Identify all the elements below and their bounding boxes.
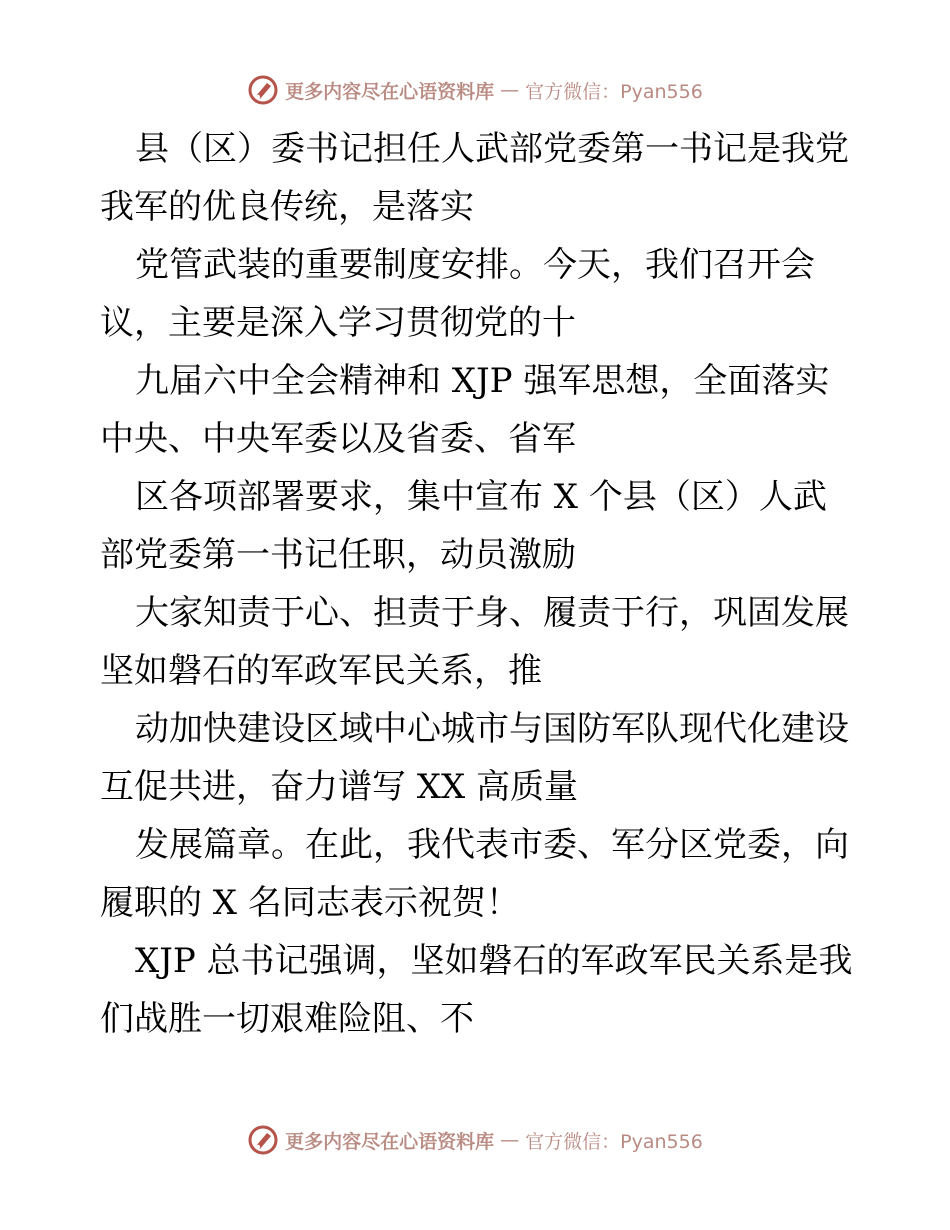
header-banner-text: 更多内容尽在心语资料库	[285, 80, 495, 103]
header-banner-wechat: 官方微信：Pyan556	[525, 80, 703, 103]
paragraph-1: 县（区）委书记担任人武部党委第一书记是我党我军的优良传统，是落实	[100, 129, 849, 227]
footer-banner	[0, 1120, 950, 1160]
paragraph-8: XJP 总书记强调，坚如磐石的军政军民关系是我们战胜一切艰难险阻、不	[100, 941, 853, 1039]
document-body	[100, 120, 860, 1048]
paragraph-7: 发展篇章。在此，我代表市委、军分区党委，向履职的 X 名同志表示祝贺！	[100, 825, 849, 923]
footer-banner-text: 更多内容尽在心语资料库	[285, 1130, 495, 1153]
paragraph-2: 党管武装的重要制度安排。今天，我们召开会议，主要是深入学习贯彻党的十	[100, 245, 815, 343]
paragraph-4: 区各项部署要求，集中宣布 X 个县（区）人武部党委第一书记任职，动员激励	[100, 477, 827, 575]
paragraph-6: 动加快建设区域中心城市与国防军队现代化建设互促共进，奋力谱写 XX 高质量	[100, 709, 849, 807]
pen-seal-logo-icon	[247, 1124, 279, 1156]
footer-banner-wechat: 官方微信：Pyan556	[525, 1130, 703, 1153]
pen-seal-logo-icon	[247, 74, 279, 106]
header-banner-dash: —	[500, 79, 520, 101]
header-banner	[0, 70, 950, 110]
paragraph-3: 九届六中全会精神和 XJP 强军思想，全面落实中央、中央军委以及省委、省军	[100, 361, 830, 459]
footer-banner-dash: —	[500, 1129, 520, 1151]
paragraph-5: 大家知责于心、担责于身、履责于行，巩固发展坚如磐石的军政军民关系，推	[100, 593, 849, 691]
